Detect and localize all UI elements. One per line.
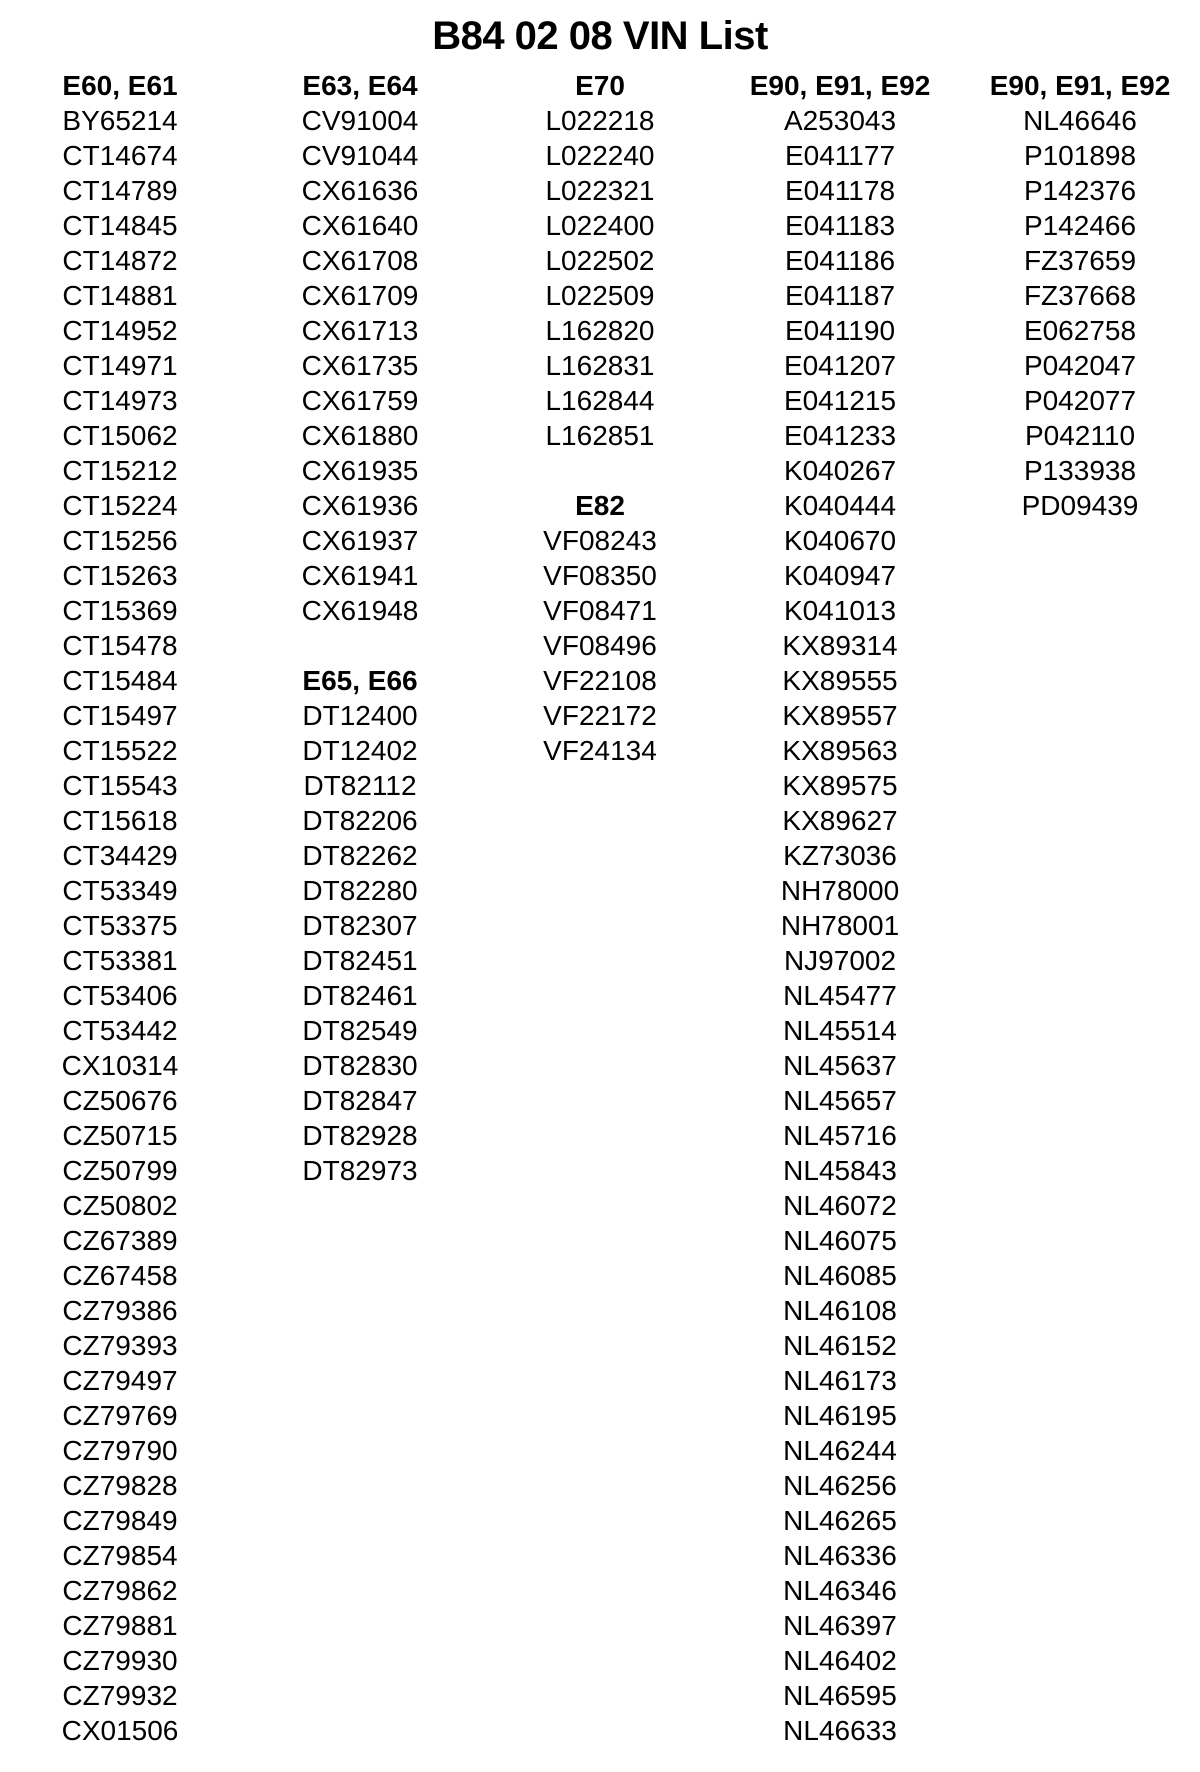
vin-item: DT82262: [302, 840, 418, 871]
vin-item: L162851: [545, 420, 655, 451]
vin-item: E041187: [784, 280, 896, 311]
vin-item: KX89563: [782, 735, 898, 766]
vin-item: CX10314: [61, 1050, 179, 1081]
vin-item: NL46085: [783, 1260, 897, 1291]
vin-item: CX61708: [301, 245, 419, 276]
vin-item: E041186: [784, 245, 896, 276]
vin-item: FZ37668: [1023, 280, 1137, 311]
vin-item: CZ79930: [62, 1645, 178, 1676]
vin-item: NL46195: [783, 1400, 897, 1431]
vin-item: CT14952: [62, 315, 178, 346]
vin-item: NL46075: [783, 1225, 897, 1256]
vin-item: CT34429: [62, 840, 178, 871]
vin-item: NL46173: [783, 1365, 897, 1396]
vin-item: L022502: [545, 245, 655, 276]
vin-list: [240, 103, 480, 628]
vin-item: CX61640: [301, 210, 419, 241]
vin-item: L022240: [545, 140, 655, 171]
vin-item: CZ67389: [62, 1225, 178, 1256]
vin-item: CT15543: [62, 770, 178, 801]
vin-item: VF08243: [543, 525, 657, 556]
vin-item: L162831: [545, 350, 655, 381]
vin-item: NH78000: [780, 875, 900, 906]
vin-item: PD09439: [1021, 490, 1139, 521]
vin-item: CT14674: [62, 140, 178, 171]
vin-item: NL46595: [783, 1680, 897, 1711]
vin-item: CT15062: [62, 420, 178, 451]
vin-item: BY65214: [62, 105, 178, 136]
vin-item: CT15484: [62, 665, 178, 696]
vin-item: CT53406: [62, 980, 178, 1011]
vin-item: CT14872: [62, 245, 178, 276]
section-heading: E63, E64: [302, 70, 418, 101]
vin-item: CX61759: [301, 385, 419, 416]
section-heading: E60, E61: [62, 70, 178, 101]
vin-item: E041207: [783, 350, 897, 381]
vin-item: CX61636: [301, 175, 419, 206]
vin-item: NL46072: [783, 1190, 897, 1221]
vin-item: NL46265: [783, 1505, 897, 1536]
vin-list: [0, 103, 240, 1748]
vin-item: NL46646: [1023, 105, 1137, 136]
vin-item: DT82451: [302, 945, 418, 976]
vin-item: P133938: [1023, 455, 1137, 486]
vin-item: NL46402: [783, 1645, 897, 1676]
vin-item: DT82973: [302, 1155, 418, 1186]
section-heading: E90, E91, E92: [989, 70, 1171, 101]
vin-item: NL45657: [783, 1085, 897, 1116]
vin-item: CT15522: [62, 735, 178, 766]
vin-item: CZ50802: [62, 1190, 178, 1221]
vin-item: L162844: [545, 385, 655, 416]
vin-item: NL46336: [783, 1540, 897, 1571]
vin-item: DT82307: [302, 910, 418, 941]
vin-item: L022400: [545, 210, 655, 241]
vin-item: NL45477: [783, 980, 897, 1011]
vin-item: CZ50715: [62, 1120, 178, 1151]
vin-item: L022218: [545, 105, 655, 136]
vin-item: VF08471: [543, 595, 657, 626]
vin-item: CX61948: [301, 595, 419, 626]
vin-item: FZ37659: [1023, 245, 1137, 276]
vin-item: CT53442: [62, 1015, 178, 1046]
vin-item: CT15224: [62, 490, 178, 521]
vin-item: CT15369: [62, 595, 178, 626]
column-2: [240, 68, 480, 1188]
vin-item: CT15618: [62, 805, 178, 836]
vin-item: NL46397: [783, 1610, 897, 1641]
vin-item: DT82280: [302, 875, 418, 906]
vin-list: [720, 103, 960, 1748]
vin-item: CX61936: [301, 490, 419, 521]
vin-item: DT82112: [303, 770, 417, 801]
vin-item: CZ79854: [62, 1540, 178, 1571]
vin-item: CX61880: [301, 420, 419, 451]
vin-item: CZ79828: [62, 1470, 178, 1501]
section-heading: E65, E66: [302, 665, 418, 696]
vin-item: E041215: [783, 385, 897, 416]
vin-item: P101898: [1023, 140, 1137, 171]
vin-item: CZ79881: [62, 1610, 178, 1641]
vin-item: DT12402: [302, 735, 418, 766]
vin-item: K040444: [783, 490, 897, 521]
vin-item: NL45514: [783, 1015, 897, 1046]
vin-item: CX61941: [301, 560, 419, 591]
vin-item: NL45637: [783, 1050, 897, 1081]
model-section: [480, 68, 720, 453]
vin-item: P042047: [1023, 350, 1137, 381]
vin-item: CX61935: [301, 455, 419, 486]
model-section: [960, 68, 1200, 523]
vin-item: CT14789: [62, 175, 178, 206]
vin-item: CT14881: [62, 280, 178, 311]
vin-item: E062758: [1023, 315, 1137, 346]
vin-item: L022321: [545, 175, 655, 206]
vin-item: NL46633: [783, 1715, 897, 1746]
vin-item: P142376: [1023, 175, 1137, 206]
vin-item: DT82847: [302, 1085, 418, 1116]
vin-item: K040267: [783, 455, 897, 486]
model-section: [240, 663, 480, 1188]
vin-item: CX61709: [301, 280, 419, 311]
vin-item: CT15263: [62, 560, 178, 591]
vin-item: CZ67458: [62, 1260, 178, 1291]
vin-list: [960, 103, 1200, 523]
vin-item: CT14845: [62, 210, 178, 241]
vin-item: CT15497: [62, 700, 178, 731]
column-3: [480, 68, 720, 768]
vin-item: E041233: [783, 420, 897, 451]
vin-item: CT15256: [62, 525, 178, 556]
vin-item: KX89557: [782, 700, 898, 731]
vin-item: CZ79497: [62, 1365, 178, 1396]
vin-item: KX89627: [782, 805, 898, 836]
model-section: [0, 68, 240, 1748]
vin-item: CZ79849: [62, 1505, 178, 1536]
vin-list: [480, 103, 720, 453]
vin-item: E041177: [784, 140, 896, 171]
vin-item: E041183: [784, 210, 896, 241]
vin-item: CT53349: [62, 875, 178, 906]
vin-item: NJ97002: [783, 945, 897, 976]
vin-item: KX89555: [782, 665, 898, 696]
vin-item: E041178: [784, 175, 896, 206]
vin-item: CX61937: [301, 525, 419, 556]
vin-item: KZ73036: [783, 840, 897, 871]
vin-item: A253043: [783, 105, 897, 136]
column-1: [0, 68, 240, 1748]
vin-item: NL46152: [783, 1330, 897, 1361]
vin-item: NH78001: [780, 910, 900, 941]
vin-item: NL45716: [783, 1120, 897, 1151]
vin-item: L022509: [545, 280, 655, 311]
vin-item: DT82549: [302, 1015, 418, 1046]
vin-item: CV91044: [301, 140, 419, 171]
vin-item: CT14971: [62, 350, 178, 381]
vin-item: E041190: [784, 315, 896, 346]
vin-item: DT82830: [302, 1050, 418, 1081]
vin-item: CT53375: [62, 910, 178, 941]
vin-item: CZ50676: [62, 1085, 178, 1116]
vin-item: CT53381: [62, 945, 178, 976]
vin-item: CX61713: [301, 315, 419, 346]
vin-list: [240, 698, 480, 1188]
section-heading: E82: [575, 490, 625, 521]
vin-item: VF22108: [543, 665, 657, 696]
vin-item: CX01506: [61, 1715, 179, 1746]
section-heading: E70: [575, 70, 625, 101]
vin-item: P142466: [1023, 210, 1137, 241]
vin-item: CZ79393: [62, 1330, 178, 1361]
section-heading: E90, E91, E92: [749, 70, 931, 101]
vin-item: NL46244: [783, 1435, 897, 1466]
vin-item: DT82928: [302, 1120, 418, 1151]
vin-item: DT82206: [302, 805, 418, 836]
vin-item: NL45843: [783, 1155, 897, 1186]
vin-list: [480, 523, 720, 768]
page-title: B84 02 08 VIN List: [432, 14, 768, 58]
vin-item: CZ79790: [62, 1435, 178, 1466]
vin-item: CV91004: [301, 105, 419, 136]
vin-item: CZ79769: [62, 1400, 178, 1431]
vin-item: P042077: [1023, 385, 1137, 416]
vin-item: DT82461: [302, 980, 418, 1011]
vin-item: K041013: [783, 595, 897, 626]
vin-item: NL46256: [783, 1470, 897, 1501]
vin-item: NL46346: [783, 1575, 897, 1606]
model-section: [720, 68, 960, 1748]
vin-item: VF08350: [543, 560, 657, 591]
model-section: [240, 68, 480, 628]
vin-item: CZ50799: [62, 1155, 178, 1186]
vin-item: VF24134: [543, 735, 657, 766]
vin-item: NL46108: [783, 1295, 897, 1326]
vin-item: CT15478: [62, 630, 178, 661]
column-5: [960, 68, 1200, 523]
vin-item: CT14973: [62, 385, 178, 416]
vin-item: P042110: [1024, 420, 1136, 451]
vin-item: DT12400: [302, 700, 418, 731]
vin-item: VF22172: [543, 700, 657, 731]
vin-item: L162820: [545, 315, 655, 346]
column-4: [720, 68, 960, 1748]
vin-item: VF08496: [543, 630, 657, 661]
model-section: [480, 488, 720, 768]
vin-item: CZ79862: [62, 1575, 178, 1606]
vin-item: CZ79386: [62, 1295, 178, 1326]
vin-item: KX89575: [782, 770, 898, 801]
vin-item: CZ79932: [62, 1680, 178, 1711]
vin-item: K040670: [783, 525, 897, 556]
vin-item: CT15212: [62, 455, 178, 486]
vin-item: CX61735: [301, 350, 419, 381]
vin-item: K040947: [783, 560, 897, 591]
vin-item: KX89314: [782, 630, 898, 661]
